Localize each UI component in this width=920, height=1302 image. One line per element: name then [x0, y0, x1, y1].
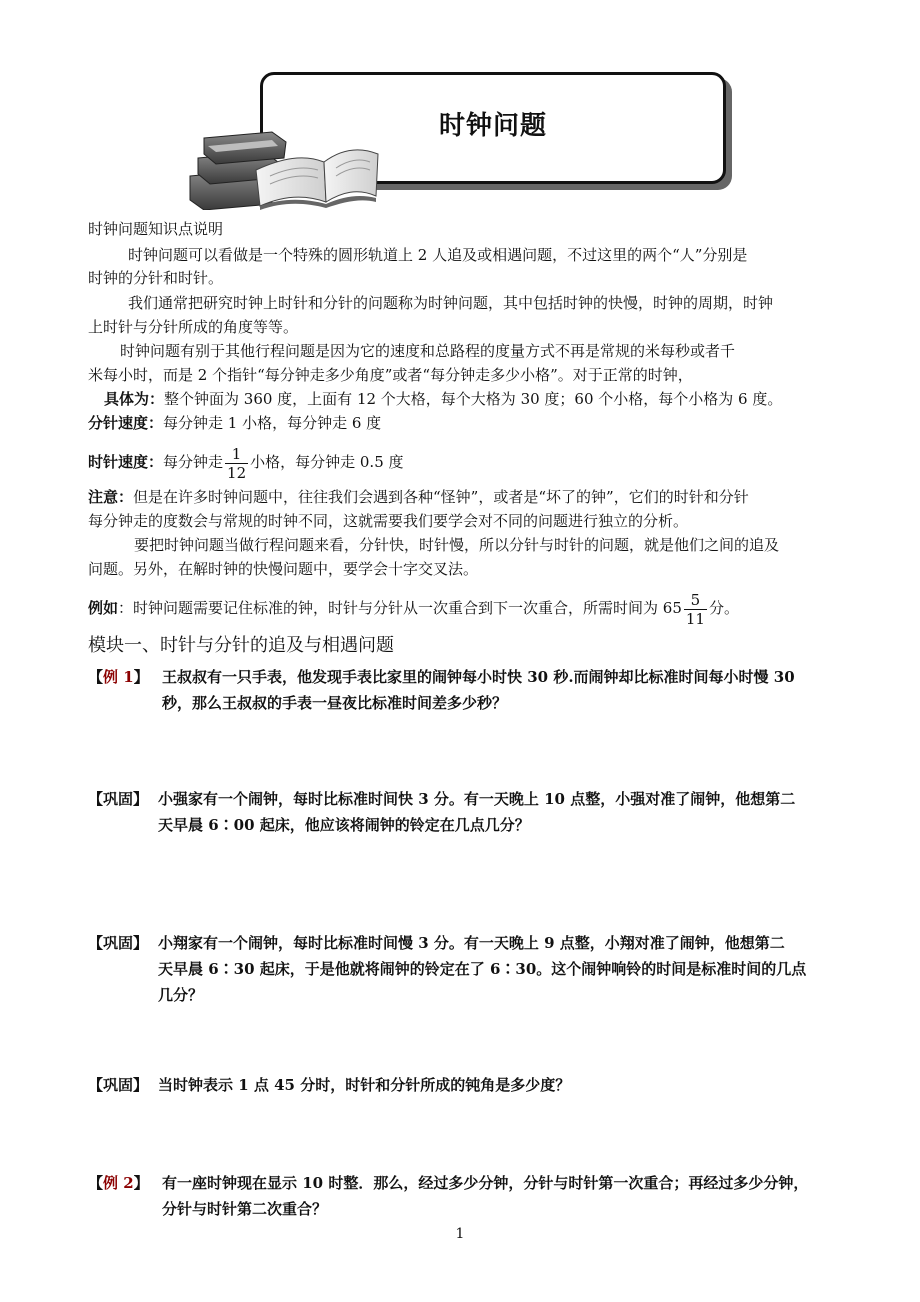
- question-line: 有一座时钟现在显示 10 时整．那么，经过多少分钟，分针与时针第一次重合；再经过多少分钟，: [162, 1174, 809, 1192]
- question-tag: 【巩固】: [88, 934, 149, 952]
- fraction-denominator: 12: [227, 463, 247, 482]
- section-heading: 模块一、时针与分针的追及与相遇问题: [88, 635, 394, 656]
- question-tag: 【巩固】: [88, 1076, 149, 1094]
- minute-speed-text: 每分钟走 1 小格，每分钟走 6 度: [163, 414, 382, 432]
- minute-speed-label: 分针速度：: [88, 414, 164, 432]
- question-line: 天早晨 6∶00 起床，他应该将闹钟的铃定在几点几分？: [158, 816, 530, 834]
- specific-text: 整个钟面为 360 度，上面有 12 个大格，每个大格为 30 度；60 个小格，每个小格为 6 度。: [164, 390, 783, 408]
- hour-speed-line: [88, 440, 404, 484]
- note-text: 但是在许多时钟问题中，往往我们会遇到各种“怪钟”，或者是“坏了的钟”，它们的时针和分针: [133, 488, 749, 506]
- paragraph-line: 时钟的分针和时针。: [88, 269, 224, 287]
- question-line: 天早晨 6∶30 起床，于是他就将闹钟的铃定在了 6∶30。这个闹钟响铃的时间是标准时间的几点: [158, 960, 807, 978]
- paragraph-line: 上时针与分针所成的角度等等。: [88, 318, 299, 336]
- fraction-one-twelfth: [225, 445, 248, 482]
- minute-speed-line: [88, 412, 381, 434]
- question-line: 分针与时针第二次重合？: [162, 1200, 328, 1218]
- note-line: [88, 486, 749, 508]
- example-line: [88, 586, 739, 630]
- fraction-numerator: 5: [684, 591, 707, 610]
- paragraph-line: 我们通常把研究时钟上时针和分针的问题称为时钟问题，其中包括时钟的快慢，时钟的周期，时钟: [128, 294, 774, 312]
- note-label: 注意：: [88, 488, 134, 506]
- paragraph-line: 米每小时，而是 2 个指针“每分钟走多少角度”或者“每分钟走多少小格”。对于正常的时钟，: [88, 366, 693, 384]
- question-line: 几分？: [158, 986, 204, 1004]
- fraction-denominator: 11: [685, 609, 705, 628]
- hour-speed-post: 小格，每分钟走 0.5 度: [250, 453, 404, 471]
- specific-line: [104, 388, 782, 410]
- question-line: 小翔家有一个闹钟，每时比标准时间慢 3 分。有一天晚上 9 点整，小翔对准了闹钟，他想第二: [158, 934, 785, 952]
- knowledge-heading: 时钟问题知识点说明: [88, 220, 224, 238]
- paragraph-line: 时钟问题可以看做是一个特殊的圆形轨道上 2 人追及或相遇问题，不过这里的两个“人”分别是: [128, 246, 748, 264]
- example-post: 分。: [708, 599, 739, 617]
- specific-label: 具体为：: [104, 390, 165, 408]
- fraction-five-elevenths: [684, 591, 707, 628]
- question-line: 秒，那么王叔叔的手表一昼夜比标准时间差多少秒？: [162, 694, 508, 712]
- paragraph-line: 要把时钟问题当做行程问题来看，分针快，时针慢，所以分针与时针的问题，就是他们之间的追及: [134, 536, 780, 554]
- question-line: 小强家有一个闹钟，每时比标准时间快 3 分。有一天晚上 10 点整，小强对准了闹钟，他想第二: [158, 790, 796, 808]
- paragraph-line: 每分钟走的度数会与常规的时钟不同，这就需要我们要学会对不同的问题进行独立的分析。: [88, 512, 689, 530]
- books-icon: [186, 124, 382, 210]
- example-label: 例如: [88, 599, 119, 617]
- question-line: 王叔叔有一只手表，他发现手表比家里的闹钟每小时快 30 秒.而闹钟却比标准时间每小时慢 30: [162, 668, 795, 686]
- question-tag: 【例 1】: [88, 668, 149, 686]
- fraction-numerator: 1: [225, 445, 248, 464]
- question-tag: 【例 2】: [88, 1174, 149, 1192]
- paragraph-line: 时钟问题有别于其他行程问题是因为它的速度和总路程的度量方式不再是常规的米每秒或者千: [120, 342, 736, 360]
- page-number: 1: [455, 1226, 465, 1242]
- page-title: 时钟问题: [438, 111, 547, 141]
- question-line: 当时钟表示 1 点 45 分时，时针和分针所成的钝角是多少度？: [158, 1076, 571, 1094]
- paragraph-line: 问题。另外，在解时钟的快慢问题中，要学会十字交叉法。: [88, 560, 479, 578]
- hour-speed-label: 时针速度：: [88, 453, 164, 471]
- hour-speed-pre: 每分钟走: [163, 453, 224, 471]
- question-tag: 【巩固】: [88, 790, 149, 808]
- example-text: ：时钟问题需要记住标准的钟，时针与分针从一次重合到下一次重合，所需时间为 65: [118, 599, 682, 617]
